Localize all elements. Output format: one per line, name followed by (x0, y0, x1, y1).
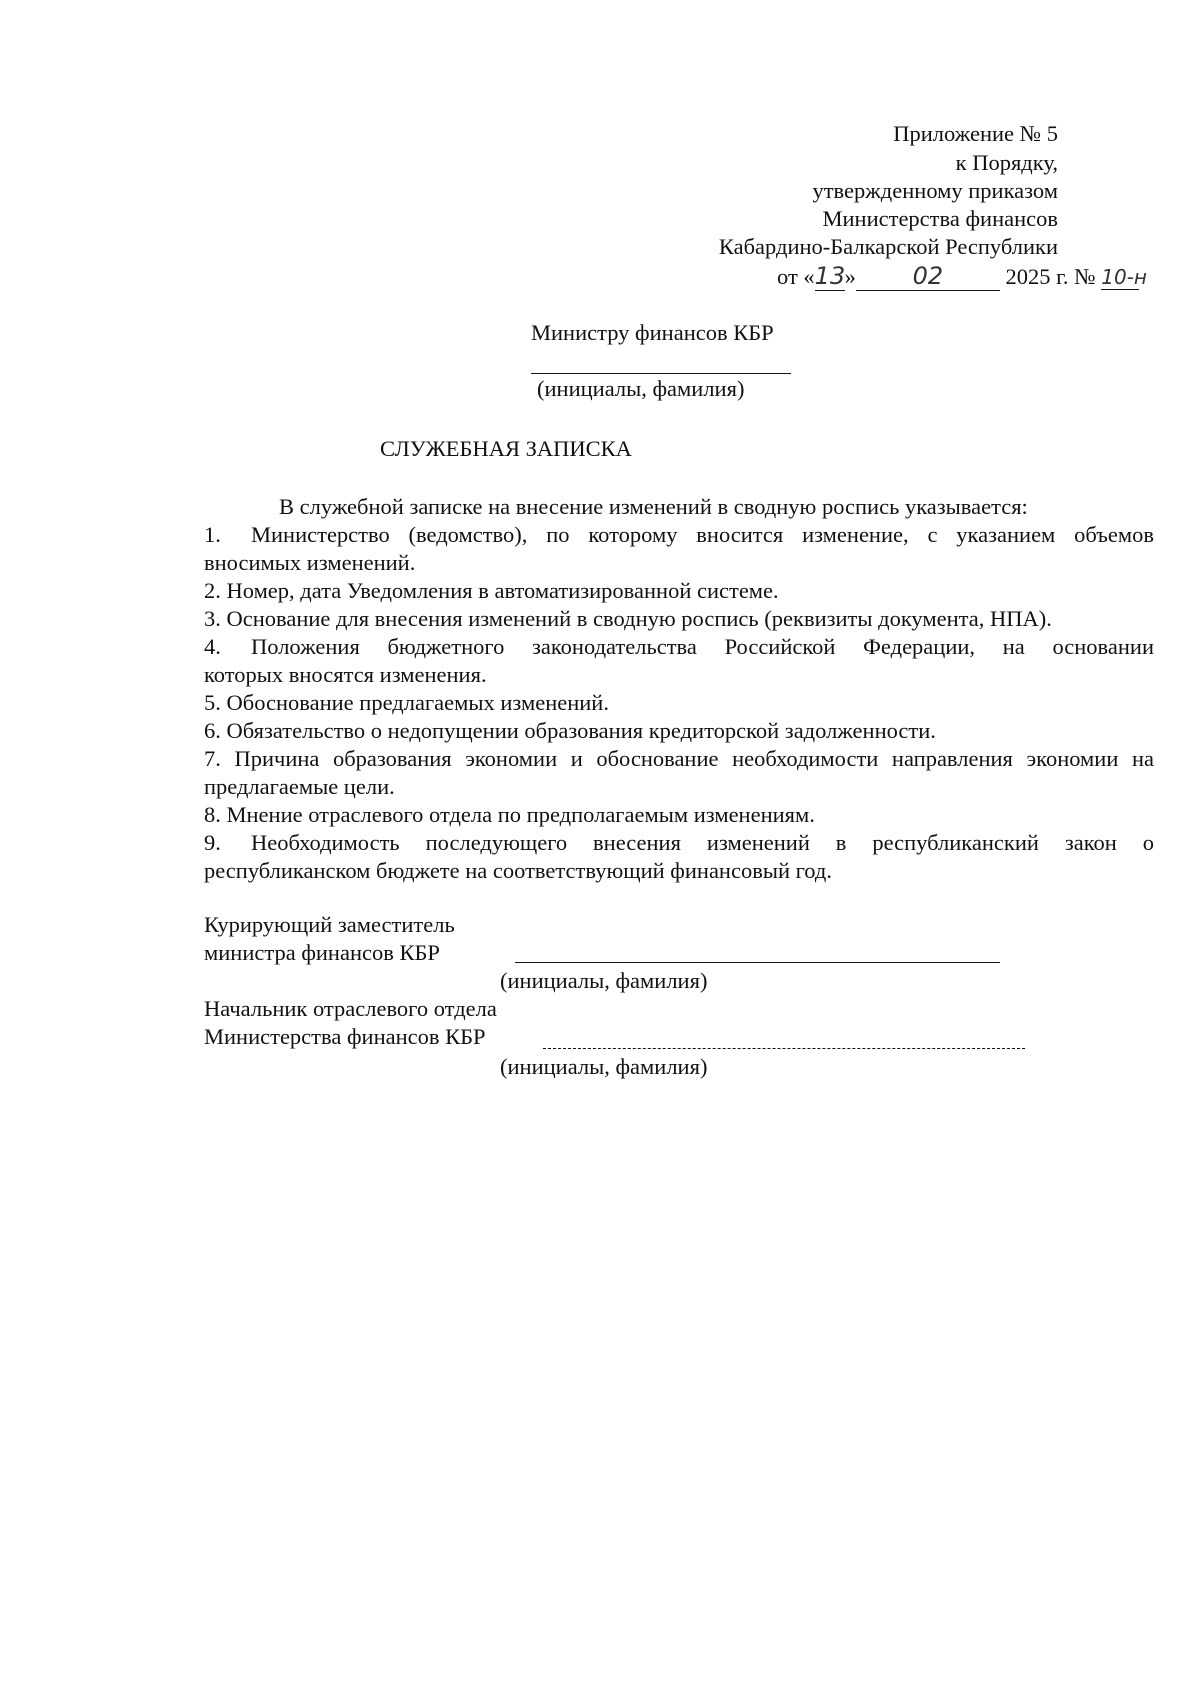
list-item: 6. Обязательство о недопущении образования кредиторской задолженности. (204, 718, 936, 743)
list-item: 5. Обоснование предлагаемых изменений. (204, 690, 609, 715)
list-item-text: Министерство (ведомство), по которому вносится изменение, с указанием объемов (251, 522, 1154, 547)
list-item-continuation: вносимых изменений. (204, 550, 416, 575)
deputy-title-line1: Курирующий заместитель (204, 912, 455, 937)
appendix-approved: утвержденному приказом (812, 178, 1058, 203)
order-date-prefix: от « (777, 264, 815, 289)
addressee-signature-line (531, 373, 791, 374)
order-date-quote: » (844, 264, 856, 289)
list-item (204, 522, 1154, 548)
list-item-number: 3. (204, 606, 221, 631)
appendix-ref: к Порядку, (955, 150, 1058, 175)
order-date-month: 02 (856, 262, 1000, 291)
list-item-text: Необходимость последующего внесения изменений в республиканский закон о (251, 830, 1154, 855)
list-item (204, 634, 1154, 660)
list-item-number: 9. (204, 830, 221, 855)
head-title-line2: Министерства финансов КБР (204, 1024, 486, 1049)
addressee-caption: (инициалы, фамилия) (537, 376, 745, 401)
list-item: 7. Причина образования экономии и обоснование необходимости направления экономии на (204, 746, 1154, 771)
order-date (777, 262, 1147, 291)
list-item-text: Положения бюджетного законодательства Российской Федерации, на основании (251, 634, 1154, 659)
page-title: СЛУЖЕБНАЯ ЗАПИСКА (380, 436, 632, 461)
list-item-text: Основание для внесения изменений в сводную роспись (реквизиты документа, НПА). (226, 606, 1052, 631)
list-item-continuation: республиканском бюджете на соответствующий финансовый год. (204, 858, 832, 883)
head-caption: (инициалы, фамилия) (500, 1054, 708, 1079)
list-item-number: 1. (204, 522, 221, 547)
list-item: 8. Мнение отраслевого отдела по предполагаемым изменениям. (204, 802, 815, 827)
appendix-number: Приложение № 5 (893, 121, 1058, 146)
head-title-line1: Начальник отраслевого отдела (204, 996, 497, 1021)
deputy-caption: (инициалы, фамилия) (500, 968, 708, 993)
list-item: 2. Номер, дата Уведомления в автоматизированной системе. (204, 578, 779, 603)
list-item-number: 4. (204, 634, 221, 659)
list-item (204, 606, 1052, 632)
order-year: 2025 г. № (1005, 264, 1096, 289)
list-item (204, 830, 1154, 856)
list-item-continuation: предлагаемые цели. (204, 774, 395, 799)
list-item-continuation: которых вносятся изменения. (204, 662, 487, 687)
order-date-day: 13 (814, 262, 846, 290)
deputy-signature-line (515, 962, 1000, 963)
order-number: 10-н (1101, 265, 1147, 289)
head-signature-line (543, 1048, 1025, 1049)
appendix-republic: Кабардино-Балкарской Республики (718, 234, 1058, 259)
addressee-to: Министру финансов КБР (531, 320, 774, 345)
appendix-ministry: Министерства финансов (822, 206, 1058, 231)
deputy-title-line2: министра финансов КБР (204, 940, 440, 965)
intro-text: В служебной записке на внесение изменений в сводную роспись указывается: (279, 494, 1028, 519)
